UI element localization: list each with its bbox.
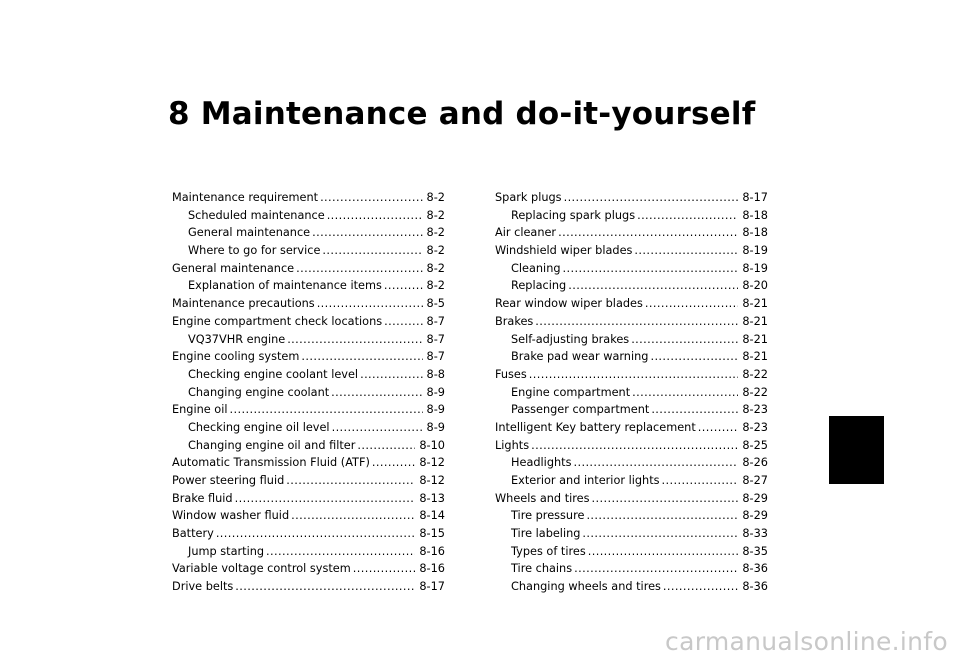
toc-entry-title: Replacing spark plugs [511, 208, 636, 222]
toc-entry-page: 8-19 [742, 261, 768, 275]
toc-entry [172, 313, 445, 331]
toc-dot-leader [698, 419, 739, 437]
toc-dot-leader [372, 454, 416, 472]
toc-entry-page: 8-21 [742, 350, 768, 364]
toc-entry [495, 313, 768, 331]
toc-entry-page: 8-2 [426, 261, 445, 275]
toc-entry-page: 8-15 [419, 527, 445, 541]
toc-entry [495, 472, 768, 490]
toc-entry [495, 224, 768, 242]
toc-dot-leader [650, 348, 738, 366]
toc-entry [172, 224, 445, 242]
toc-entry-title: Rear window wiper blades [495, 297, 643, 311]
toc-dot-leader [301, 348, 422, 366]
toc-dot-leader [327, 207, 423, 225]
toc-dot-leader [357, 437, 415, 455]
toc-entry [172, 242, 445, 260]
toc-dot-leader [286, 472, 415, 490]
toc-entry-title: Passenger compartment [511, 403, 650, 417]
toc-entry [172, 401, 445, 419]
toc-entry-title: Headlights [511, 456, 572, 470]
toc-dot-leader [291, 507, 415, 525]
toc-entry-page: 8-16 [419, 544, 445, 558]
toc-entry-page: 8-22 [742, 385, 768, 399]
toc-dot-leader [592, 490, 739, 508]
toc-entry-title: Wheels and tires [495, 491, 590, 505]
toc-entry-page: 8-36 [742, 580, 768, 594]
toc-dot-leader [322, 242, 422, 260]
toc-entry-title: Checking engine coolant level [188, 367, 359, 381]
toc-entry-page: 8-21 [742, 297, 768, 311]
toc-entry-page: 8-9 [426, 420, 445, 434]
toc-entry-title: Changing wheels and tires [511, 580, 661, 594]
toc-entry-title: Checking engine oil level [188, 420, 330, 434]
toc-dot-leader [332, 419, 423, 437]
toc-dot-leader [235, 490, 416, 508]
toc-dot-leader [235, 578, 415, 596]
toc-dot-leader [230, 401, 423, 419]
toc-entry-page: 8-7 [426, 314, 445, 328]
toc-dot-leader [529, 366, 739, 384]
toc-entry-page: 8-23 [742, 403, 768, 417]
toc-entry-title: Changing engine coolant [188, 385, 330, 399]
toc-entry [495, 578, 768, 596]
toc-entry-page: 8-27 [742, 474, 768, 487]
toc-entry-title: Spark plugs [495, 191, 562, 204]
toc-entry-title: Tire chains [511, 562, 573, 576]
toc-entry [172, 207, 445, 225]
toc-entry-title: General maintenance [188, 226, 311, 240]
toc-dot-leader [645, 295, 738, 313]
toc-entry [495, 490, 768, 508]
toc-entry-page: 8-5 [426, 297, 445, 311]
toc-dot-leader [588, 543, 739, 561]
toc-column-left [172, 189, 445, 596]
toc-entry-page: 8-17 [742, 191, 768, 204]
toc-dot-leader [317, 295, 423, 313]
toc-entry-page: 8-29 [742, 491, 768, 505]
toc-entry-page: 8-17 [419, 580, 445, 594]
toc-entry-page: 8-35 [742, 544, 768, 558]
toc-entry-title: Automatic Transmission Fluid (ATF) [172, 456, 370, 470]
toc-entry-title: Variable voltage control system [172, 562, 351, 576]
toc-entry [172, 454, 445, 472]
toc-entry [172, 578, 445, 596]
toc-entry [172, 189, 445, 207]
toc-entry [172, 384, 445, 402]
toc-entry-page: 8-25 [742, 438, 768, 452]
toc-entry-title: Cleaning [511, 261, 561, 275]
toc-dot-leader [563, 260, 739, 278]
toc-dot-leader [384, 277, 423, 295]
toc-dot-leader [558, 224, 738, 242]
toc-dot-leader [634, 242, 738, 260]
toc-entry [172, 366, 445, 384]
toc-entry [172, 295, 445, 313]
toc-entry-title: Tire pressure [511, 509, 585, 523]
toc-dot-leader [632, 384, 738, 402]
toc-entry-title: Windshield wiper blades [495, 244, 633, 258]
watermark: carmanualsonline.info [665, 627, 948, 656]
toc-dot-leader [637, 207, 738, 225]
toc-dot-leader [573, 454, 738, 472]
toc-entry-page: 8-19 [742, 244, 768, 258]
toc-entry [495, 331, 768, 349]
toc-entry-page: 8-9 [426, 385, 445, 399]
toc-dot-leader [651, 401, 738, 419]
toc-entry [495, 419, 768, 437]
toc-entry-title: Exterior and interior lights [511, 474, 660, 487]
toc-entry-page: 8-2 [426, 191, 445, 204]
toc-entry-page: 8-12 [419, 474, 445, 487]
toc-entry-page: 8-2 [426, 226, 445, 240]
toc-entry [172, 419, 445, 437]
toc-entry-title: Tire labeling [511, 527, 581, 541]
toc-entry-page: 8-29 [742, 509, 768, 523]
toc-entry-page: 8-8 [426, 367, 445, 381]
toc-entry-title: Self-adjusting brakes [511, 332, 630, 346]
toc-entry-title: Air cleaner [495, 226, 557, 240]
toc-entry-title: Intelligent Key battery replacement [495, 420, 696, 434]
toc-entry-title: Brake fluid [172, 491, 233, 505]
toc-entry [495, 543, 768, 561]
toc-dot-leader [266, 543, 415, 561]
toc-dot-leader [564, 189, 739, 207]
toc-entry [495, 242, 768, 260]
toc-entry-page: 8-18 [742, 208, 768, 222]
toc-entry-page: 8-2 [426, 208, 445, 222]
toc-entry-title: Brakes [495, 314, 534, 328]
toc-entry-title: Engine oil [172, 403, 228, 417]
toc-entry-title: Scheduled maintenance [188, 208, 325, 222]
toc-entry [495, 207, 768, 225]
toc-entry-page: 8-7 [426, 350, 445, 364]
toc-dot-leader [360, 366, 422, 384]
toc-dot-leader [384, 313, 422, 331]
toc-entry-page: 8-10 [419, 438, 445, 452]
toc-entry-title: Explanation of maintenance items [188, 279, 382, 293]
toc-entry [172, 560, 445, 578]
chapter-thumb-tab [829, 416, 884, 484]
toc-entry-page: 8-26 [742, 456, 768, 470]
toc-entry-title: Replacing [511, 279, 567, 293]
toc-entry [172, 260, 445, 278]
toc-entry [172, 490, 445, 508]
toc-entry [172, 277, 445, 295]
toc-entry-page: 8-2 [426, 279, 445, 293]
toc-entry-title: Maintenance requirement [172, 191, 319, 204]
toc-entry-page: 8-14 [419, 509, 445, 523]
toc-entry-title: Where to go for service [188, 244, 321, 258]
toc-entry-title: Maintenance precautions [172, 297, 315, 311]
toc-entry-page: 8-9 [426, 403, 445, 417]
toc-entry-page: 8-13 [419, 491, 445, 505]
toc-entry-page: 8-7 [426, 332, 445, 346]
toc-dot-leader [320, 189, 422, 207]
toc-dot-leader [663, 578, 738, 596]
toc-entry-title: Jump starting [188, 544, 265, 558]
toc-entry [172, 507, 445, 525]
toc-entry [495, 348, 768, 366]
toc-dot-leader [586, 507, 738, 525]
toc-entry [172, 348, 445, 366]
toc-dot-leader [312, 224, 422, 242]
toc-entry-title: Types of tires [511, 544, 586, 558]
toc-entry-title: Changing engine oil and filter [188, 438, 356, 452]
toc-entry-title: VQ37VHR engine [188, 332, 286, 346]
toc-dot-leader [574, 560, 738, 578]
toc-dot-leader [582, 525, 738, 543]
toc-entry [495, 560, 768, 578]
toc-entry [495, 295, 768, 313]
toc-entry-page: 8-20 [742, 279, 768, 293]
toc-entry [495, 384, 768, 402]
toc-entry [495, 401, 768, 419]
toc-entry-page: 8-23 [742, 420, 768, 434]
toc-entry [495, 366, 768, 384]
chapter-title: 8 Maintenance and do-it-yourself [168, 96, 756, 132]
toc-entry-title: Drive belts [172, 580, 234, 594]
toc-entry [172, 525, 445, 543]
toc-entry-page: 8-33 [742, 527, 768, 541]
toc-entry-title: Fuses [495, 367, 527, 381]
toc-dot-leader [331, 384, 422, 402]
toc-dot-leader [531, 437, 738, 455]
toc-dot-leader [662, 472, 739, 490]
toc-entry-title: Power steering fluid [172, 474, 285, 487]
toc-entry-title: Window washer fluid [172, 509, 290, 523]
toc-entry-page: 8-12 [419, 456, 445, 470]
toc-entry-title: Engine compartment check locations [172, 314, 383, 328]
toc-entry-page: 8-16 [419, 562, 445, 576]
toc-entry [172, 543, 445, 561]
toc-entry-title: Engine cooling system [172, 350, 300, 364]
toc-entry-page: 8-22 [742, 367, 768, 381]
toc-dot-leader [535, 313, 738, 331]
toc-entry [495, 189, 768, 207]
toc-entry-page: 8-21 [742, 332, 768, 346]
toc-dot-leader [631, 331, 738, 349]
toc-entry [172, 472, 445, 490]
toc-entry-page: 8-36 [742, 562, 768, 576]
toc-entry-title: Brake pad wear warning [511, 350, 649, 364]
toc-entry-title: Engine compartment [511, 385, 631, 399]
toc-entry [495, 260, 768, 278]
toc-column-right [495, 189, 768, 596]
toc-entry-page: 8-2 [426, 244, 445, 258]
toc-entry [495, 507, 768, 525]
toc-entry-title: General maintenance [172, 261, 295, 275]
toc-entry-page: 8-21 [742, 314, 768, 328]
toc-dot-leader [287, 331, 422, 349]
toc-entry [495, 454, 768, 472]
toc-entry-page: 8-18 [742, 226, 768, 240]
toc-entry-title: Battery [172, 527, 214, 541]
toc-entry [495, 277, 768, 295]
toc-entry [172, 331, 445, 349]
toc-dot-leader [568, 277, 738, 295]
toc-entry [172, 437, 445, 455]
toc-dot-leader [353, 560, 416, 578]
toc-entry [495, 437, 768, 455]
toc-dot-leader [216, 525, 416, 543]
toc-entry-title: Lights [495, 438, 530, 452]
toc-entry [495, 525, 768, 543]
toc-dot-leader [296, 260, 422, 278]
